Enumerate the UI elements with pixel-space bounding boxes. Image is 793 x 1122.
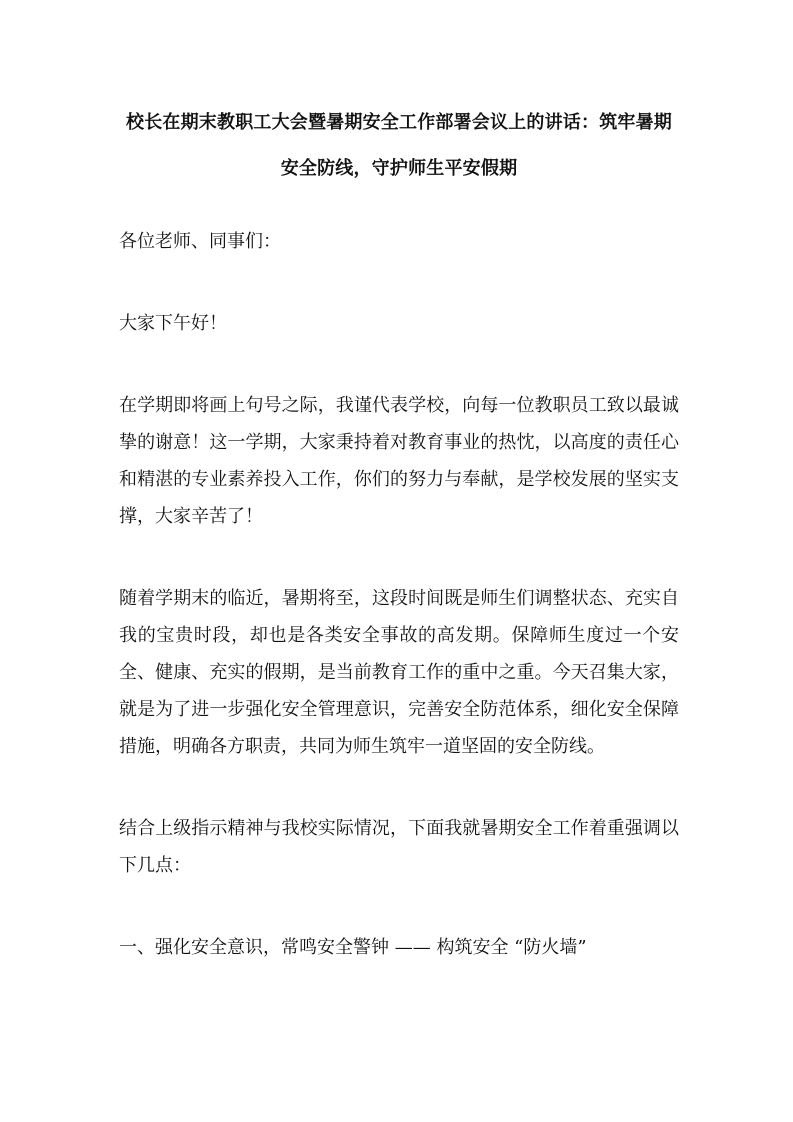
- document-body: [119, 100, 679, 966]
- document-title: 校长在期末教职工大会暨暑期安全工作部署会议上的讲话：筑牢暑期安全防线，守护师生平安假期: [126, 112, 672, 179]
- section-heading-1: 一、强化安全意识，常鸣安全警钟 —— 构筑安全 “防火墙”: [119, 937, 587, 958]
- paragraph-purpose: 随着学期末的临近，暑期将至，这段时间既是师生们调整状态、充实自我的宝贵时段，却也是各类安全事故的高发期。保障师生度过一个安全、健康、充实的假期，是当前教育工作的重中之重。今天召集大家，就是为了进一步强化安全管理意识，完善安全防范体系，细化安全保障措施，明确各方职责，共同为师生筑牢一道坚固的安全防线。: [119, 588, 679, 757]
- paragraph-intro-points: 结合上级指示精神与我校实际情况，下面我就暑期安全工作着重强调以下几点：: [119, 818, 679, 876]
- salutation: 各位老师、同事们：: [119, 231, 281, 252]
- paragraph-thanks: 在学期即将画上句号之际，我谨代表学校，向每一位教职员工致以最诚挚的谢意！这一学期，大家秉持着对教育事业的热忱，以高度的责任心和精湛的专业素养投入工作，你们的努力与奉献，是学校发展的坚实支撑，大家辛苦了！: [119, 395, 679, 527]
- greeting: 大家下午好！: [119, 313, 227, 334]
